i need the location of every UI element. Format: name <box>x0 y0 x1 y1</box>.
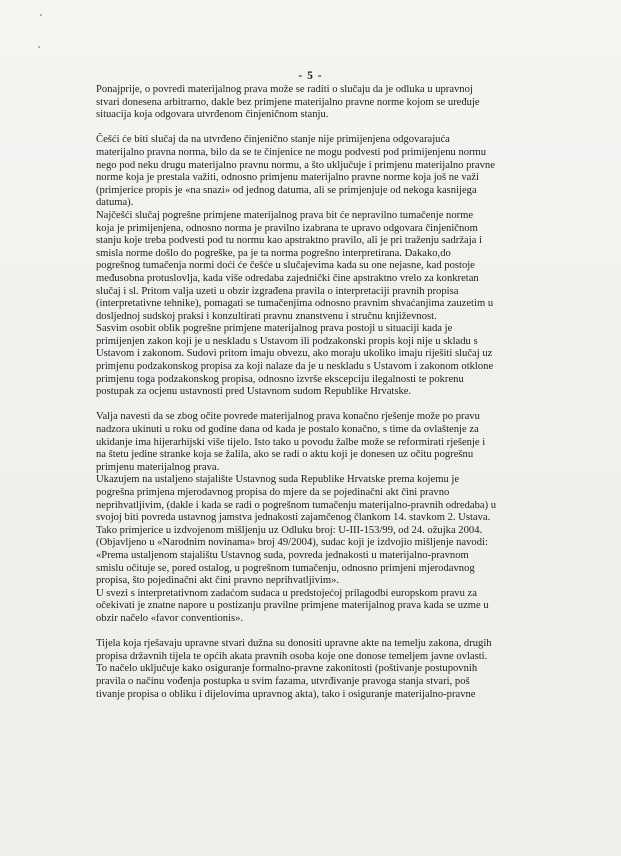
scan-speck <box>38 46 40 48</box>
scan-speck <box>40 14 42 16</box>
paragraph-arbitrary-decision: Ponajprije, o povredi materijalnog prava može se raditi o slučaju da je odluka u upravnoj stvari donesena arbitrarno, dakle bez primjene materijalno pravne norme kojom se uređuje situacija koja odgovara utvrđenom činjeničnom stanju. <box>96 84 480 121</box>
page-number: - 5 - <box>298 70 323 82</box>
paragraph-legality: Tijela koja rješavaju upravne stvari dužna su donositi upravne akte na temelju zakona, drugih propisa državnih tijela te općih akata pravnih osoba koje one donose temeljem javne ovlasti. To načelo uključuje kako osiguranje formalno-pravne zakonitosti (poštivanje postupovnih pravila o načinu vođenja postupka u svim fazama, utvrđivanje pravoga stanja stvari, poš tivanje propisa o obliku i dijelovima upravnog akta), tako i osiguranje materijalno-pravne <box>96 638 492 700</box>
paragraph-misapplication: Češći će biti slučaj da na utvrđeno činjenično stanje nije primijenjena odgovarajuća materijalno pravna norma, bilo da se te činjenice ne mogu podvesti pod primijenjenu normu nego pod neku drugu materijalno pravnu normu, a što uključuje i primjenu materijalno pravne norme koja je prestala važiti, odnosno primjenu materijalno pravne norme koja još ne važi (primjerice propis je «na snazi» od jednog datuma, ali se primjenjuje od nekoga kasnijega datuma). Najčešći slučaj pogrešne primjene materijalnog prava bit će nepravilno tumačenje norme koja je primijenjena, odnosno norma je pravilno izabrana te upravo odgovara činjeničnom stanju koje treba podvesti pod tu normu kao apstraktno pravilo, ali je pri traženju sadržaja i smisla norme došlo do pogreške, pa je ta norma pogrešno interpretirana. Dakako,do pogrešnog tumačenja normi doći će češće u slučajevima kada su one nejasne, kad postoje međusobna protuslovlja, kada više odredaba zajednički čine apstraktno vrelo za konkretan slučaj i sl. Pritom valja uzeti u obzir izgrađena pravila o interpretaciji pravnih propisa (interpretativne tehnike), pomagati se tumačenjima odnosno pravnim shvaćanjima zauzetim u dosljednoj sudskoj praksi i konzultirati pravnu znanstvenu i stručnu književnost. Sasvim osobit oblik pogrešne primjene materijalnog prava postoji u situaciji kada je primijenjen zakon koji je u neskladu s Ustavom ili podzakonski propis koji nije u skladu s Ustavom i zakonom. Sudovi pritom imaju obvezu, ako moraju ukoliko imaju riješiti slučaj uz primjenu podzakonskog propisa za koji nalaze da je u neskladu s Ustavom i zakonom otklone primjenu toga podzakonskog propisa, odnosno izvrše ekscepciju ilegalnosti te pokrenu postupak za ocjenu ustavnosti pred Ustavnom sudom Republike Hrvatske. <box>96 134 495 398</box>
paragraph-supervision: Valja navesti da se zbog očite povrede materijalnog prava konačno rješenje može po pravu nadzora ukinuti u roku od godine dana od kada je postalo konačno, s time da ovlaštenje za ukidanje ima hijerarhijski više tijelo. Isto tako u povodu žalbe može se reformirati rješenje i na štetu jedine stranke koja se žalila, ako se radi o aktu koji je donesen uz očitu pogrešnu primjenu materijalnog prava. Ukazujem na ustaljeno stajalište Ustavnog suda Republike Hrvatske prema kojemu je pogrešna primjena mjerodavnog propisa do mjere da se pojedinačni akt čini pravno neprihvatljivim, (dakle i kada se radi o pogrešnom tumačenju materijalno-pravnih odredaba) u svojoj biti povreda ustavnog jamstva jednakosti zajamčenog člankom 14. stavkom 2. Ustava. Tako primjerice u izdvojenom mišljenju uz Odluku broj: U-III-153/99, od 24. ožujka 2004. (Objavljeno u «Narodnim novinama» broj 49/2004), sudac koji je izdvojio mišljenje navodi: «Prema ustaljenom stajalištu Ustavnog suda, povreda jednakosti u materijalno-pravnom smislu očituje se, pored ostalog, u pogrešnom tumačenju, odnosno primjeni mjerodavnog propisa, što pojedinačni akt čini pravno neprihvatljivim». U svezi s interpretativnom zadaćom sudaca u predstojećoj prilagodbi europskom pravu za očekivati je znatne napore u postizanju pravilne primjene materijalnog prava kada se uzme u obzir načelo «favor conventionis». <box>96 411 497 624</box>
document-body <box>96 84 528 701</box>
